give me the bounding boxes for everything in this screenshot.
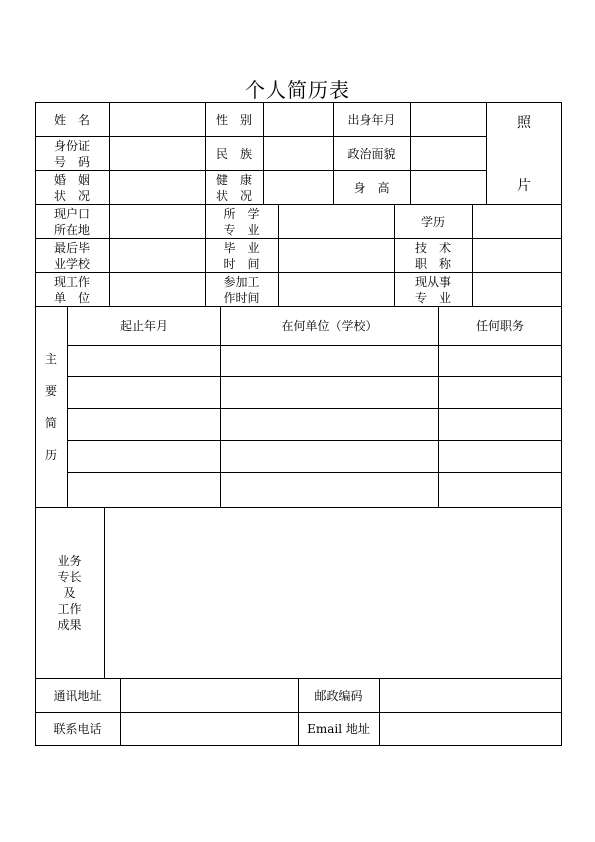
graduate-school-field[interactable] — [110, 239, 205, 272]
major-label: 所 学 专 业 — [223, 206, 260, 237]
email-field[interactable] — [380, 713, 561, 745]
current-field-field[interactable] — [473, 273, 561, 306]
height-field[interactable] — [411, 171, 486, 204]
graduation-time-field[interactable] — [279, 239, 394, 272]
work-start-label: 参加工 作时间 — [223, 274, 260, 305]
work-start-field[interactable] — [279, 273, 394, 306]
postcode-label: 邮政编码 — [314, 688, 363, 703]
ethnicity-field[interactable] — [264, 137, 333, 170]
page-title: 个人简历表 — [245, 78, 350, 102]
resume-row[interactable] — [68, 441, 561, 472]
expertise-field[interactable] — [105, 508, 561, 678]
health-label: 健 康 状 况 — [215, 172, 252, 203]
marital-status-field[interactable] — [110, 171, 205, 204]
resume-row[interactable] — [68, 377, 561, 408]
expertise-label: 业务 专长 及 工作 成果 — [57, 554, 82, 632]
phone-field[interactable] — [121, 713, 298, 745]
address-label: 通讯地址 — [53, 688, 102, 703]
current-field-label: 现从事 专 业 — [414, 274, 451, 305]
photo-label-top: 照 — [517, 115, 531, 131]
professional-title-label: 技 术 职 称 — [414, 240, 451, 271]
resume-row[interactable] — [68, 473, 561, 507]
name-field[interactable] — [110, 103, 205, 136]
major-field[interactable] — [279, 205, 394, 238]
gender-label: 性 别 — [215, 112, 252, 127]
gender-field[interactable] — [264, 103, 333, 136]
postcode-field[interactable] — [380, 679, 561, 712]
resume-section-label: 主 要 简 历 — [44, 352, 57, 462]
resume-row[interactable] — [68, 409, 561, 440]
education-field[interactable] — [473, 205, 561, 238]
political-status-label: 政治面貌 — [347, 146, 396, 161]
email-label: Email 地址 — [307, 722, 370, 736]
photo-label-bottom: 片 — [517, 178, 531, 194]
professional-title-field[interactable] — [473, 239, 561, 272]
hukou-field[interactable] — [110, 205, 205, 238]
phone-label: 联系电话 — [53, 722, 102, 736]
resume-column-period: 起止年月 — [119, 319, 168, 333]
table-border-bottom — [35, 745, 562, 746]
marital-status-label: 婚 姻 状 况 — [53, 172, 90, 203]
id-number-field[interactable] — [110, 137, 205, 170]
political-status-field[interactable] — [411, 137, 486, 170]
ethnicity-label: 民 族 — [215, 146, 252, 161]
current-employer-field[interactable] — [110, 273, 205, 306]
resume-row[interactable] — [68, 346, 561, 376]
hukou-label: 现户口 所在地 — [53, 206, 90, 237]
resume-column-organization: 在何单位（学校） — [281, 319, 378, 333]
photo-area[interactable] — [487, 103, 561, 204]
height-label: 身 高 — [353, 180, 390, 195]
birth-label: 出身年月 — [347, 112, 396, 127]
id-number-label: 身份证 号 码 — [53, 138, 90, 169]
health-field[interactable] — [264, 171, 333, 204]
education-label: 学历 — [420, 214, 445, 229]
name-label: 姓 名 — [53, 112, 90, 127]
address-field[interactable] — [121, 679, 298, 712]
current-employer-label: 现工作 单 位 — [53, 274, 90, 305]
resume-column-position: 任何职务 — [475, 319, 524, 333]
graduation-time-label: 毕 业 时 间 — [223, 240, 260, 271]
graduate-school-label: 最后毕 业学校 — [53, 240, 90, 271]
table-border-right — [561, 102, 562, 746]
birth-field[interactable] — [411, 103, 486, 136]
